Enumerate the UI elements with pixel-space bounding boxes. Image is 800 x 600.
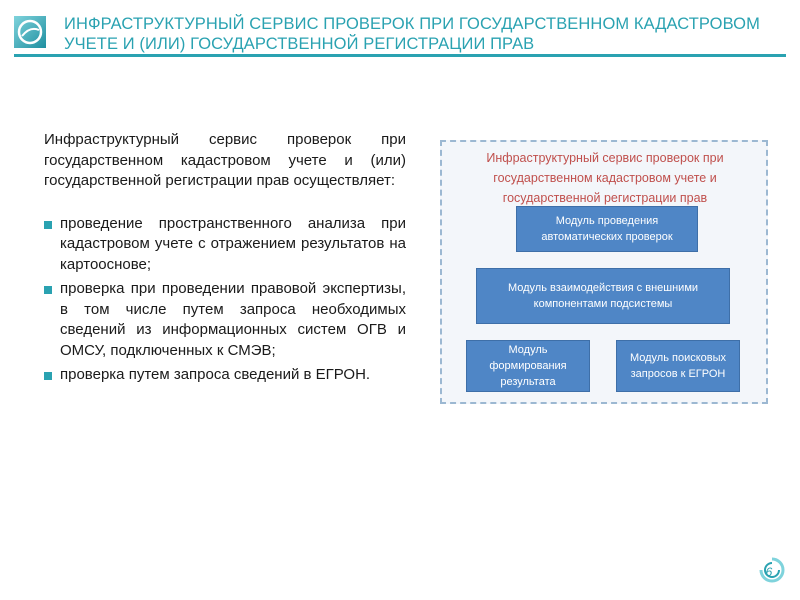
page-title [64,14,784,54]
module-result-forming: Модуль формирования результата [466,340,590,392]
page-number: 6 [765,565,773,579]
logo-icon [14,16,46,48]
list-item-text: проверка при проведении правовой экспертизы, в том числе путем запроса необходимых сведений из информационных систем ОГВ и ОМСУ, подключенных к СМЭВ; [60,280,406,359]
list-item-text: проведение пространственного анализа при кадастровом учете с отражением результатов на картооснове; [60,214,406,273]
square-bullet-icon [44,286,52,294]
module-external-interaction: Модуль взаимодействия с внешними компонентами подсистемы [476,268,730,324]
list-item-text: проверка путем запроса сведений в ЕГРОН. [60,366,371,383]
module-egron-queries: Модуль поисковых запросов к ЕГРОН [616,340,740,392]
text-content [44,130,406,390]
list-item [44,365,406,386]
list-item [44,214,406,276]
square-bullet-icon [44,372,52,380]
page-title-line-2: УЧЕТЕ И (ИЛИ) ГОСУДАРСТВЕННОЙ РЕГИСТРАЦИИ ПРАВ [64,35,535,53]
module-automatic-checks: Модуль проведения автоматических проверок [516,206,698,252]
square-bullet-icon [44,221,52,229]
bullet-list [44,214,406,386]
intro-paragraph: Инфраструктурный сервис проверок при государственном кадастровом учете и (или) государственной регистрации прав осуществляет: [44,131,406,189]
list-item [44,279,406,361]
service-diagram [440,140,768,404]
diagram-title: Инфраструктурный сервис проверок при государственном кадастровом учете и государственной регистрации прав [486,151,724,205]
page-title-line-1: ИНФРАСТРУКТУРНЫЙ СЕРВИС ПРОВЕРОК ПРИ ГОСУДАРСТВЕННОМ КАДАСТРОВОМ [64,15,760,33]
header-divider [14,54,786,57]
